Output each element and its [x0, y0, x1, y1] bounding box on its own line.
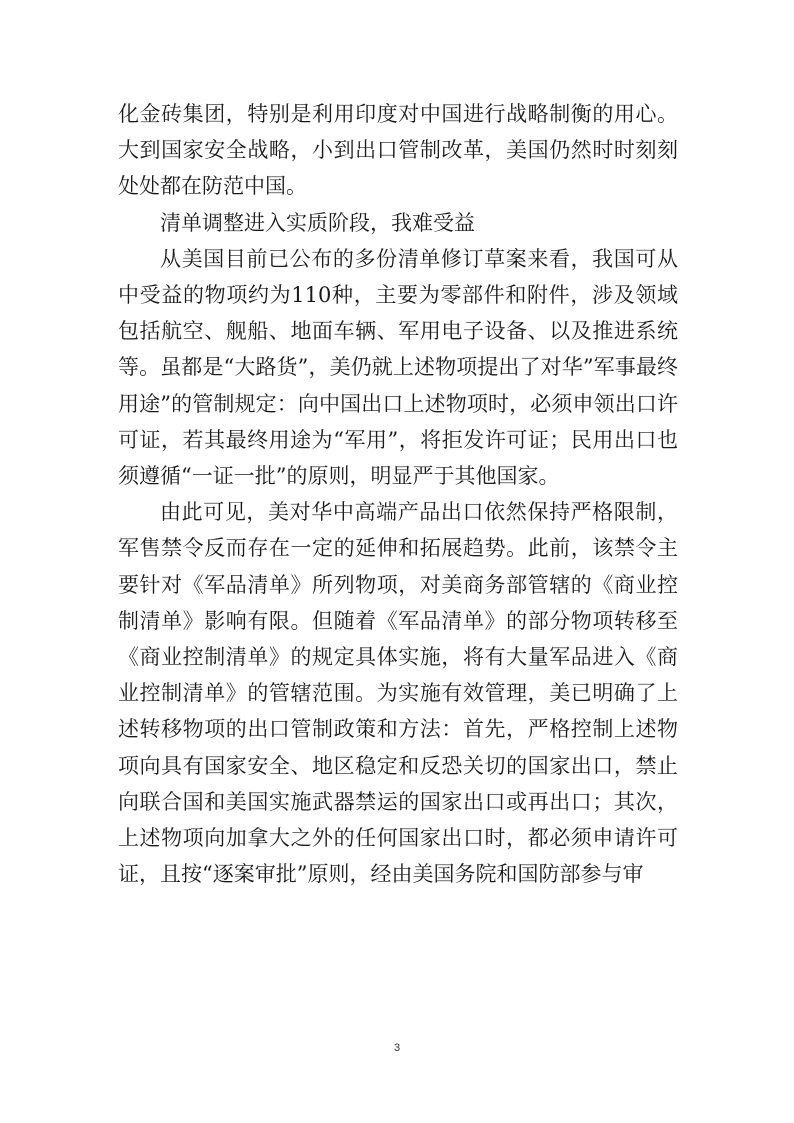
paragraph-continuation: 化金砖集团，特别是利用印度对中国进行战略制衡的用心。大到国家安全战略，小到出口管制改革，美国仍然时时刻刻处处都在防范中国。	[118, 102, 678, 199]
section-heading: 清单调整进入实质阶段，我难受益	[160, 210, 475, 235]
body-text	[118, 96, 678, 892]
paragraph-list-revision: 从美国目前已公布的多份清单修订草案来看，我国可从中受益的物项约为110种，主要为零部件和附件，涉及领域包括航空、舰船、地面车辆、军用电子设备、以及推进系统等。虽都是“大路货”，美仍就上述物项提出了对华”军事最终用途”的管制规定：向中国出口上述物项时，必须申领出口许可证，若其最终用途为“军用”，将拒发许可证；民用出口也须遵循“一证一批”的原则，明显严于其他国家。	[118, 246, 678, 489]
paragraph-export-restriction: 由此可见，美对华中高端产品出口依然保持严格限制，军售禁令反而存在一定的延伸和拓展趋势。此前，该禁令主要针对《军品清单》所列物项，对美商务部管辖的《商业控制清单》影响有限。但随着《军品清单》的部分物项转移至《商业控制清单》的规定具体实施，将有大量军品进入《商业控制清单》的管辖范围。为实施有效管理，美已明确了上述转移物项的出口管制政策和方法：首先，严格控制上述物项向具有国家安全、地区稳定和反恐关切的国家出口，禁止向联合国和美国实施武器禁运的国家出口或再出口；其次，上述物项向加拿大之外的任何国家出口时，都必须申请许可证，且按“逐案审批”原则，经由美国务院和国防部参与审	[118, 500, 678, 887]
page-number: 3	[393, 1042, 401, 1054]
